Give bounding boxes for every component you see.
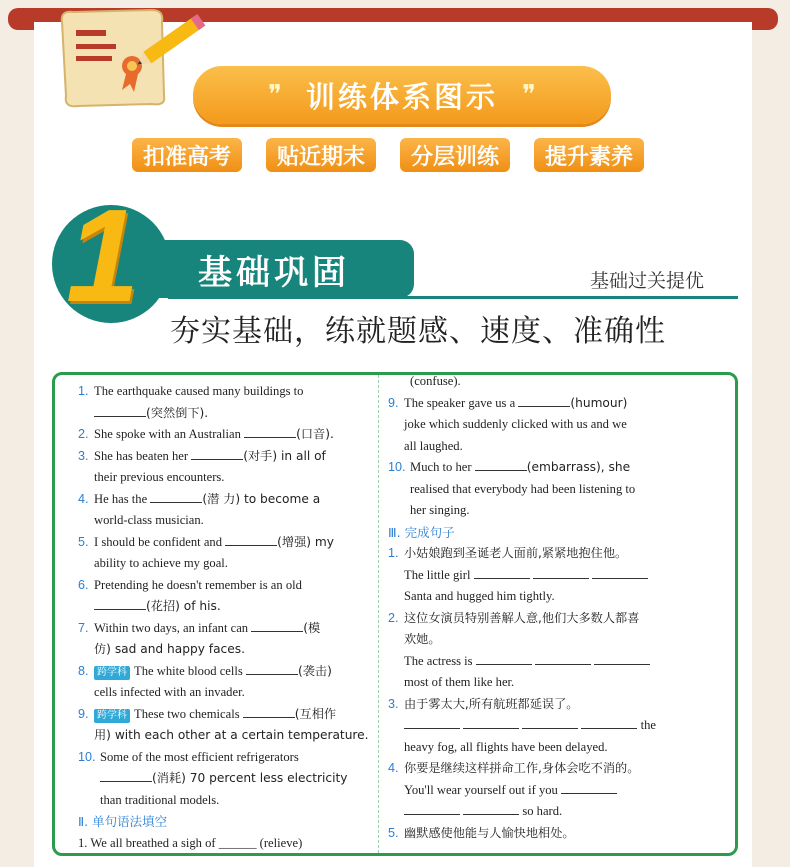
list-item — [78, 618, 373, 661]
answer-blank — [475, 458, 527, 471]
section-slogan: 夯实基础，练就题感、速度、准确性 — [170, 314, 666, 349]
column-divider — [378, 375, 379, 853]
list-item — [388, 543, 686, 608]
answer-blank — [150, 490, 202, 503]
answer-blank — [518, 394, 570, 407]
item-text: Pretending he doesn't remember is an old (花招) of his. — [94, 577, 302, 613]
item-text: 你要是继续这样拼命工作,身体会吃不消的。 You'll wear yourself out if you so hard. — [404, 761, 640, 818]
answer-blank — [94, 404, 146, 417]
answer-blank — [404, 716, 460, 729]
section-title: 基础巩固 — [198, 252, 350, 293]
cut-off-line: 1. We all breathed a sigh of ______ (relieve) — [78, 835, 303, 850]
answer-blank — [225, 533, 277, 546]
item-text: 幽默感使他能与人愉快地相处。 — [404, 825, 575, 840]
answer-blank — [594, 652, 650, 665]
item-number: 2. — [78, 427, 89, 441]
answer-blank — [100, 769, 152, 782]
item-number: 5. — [78, 534, 89, 549]
left-column — [78, 381, 373, 854]
item-number: 4. — [78, 491, 89, 506]
item-number: 2. — [388, 610, 399, 625]
exercise-card — [52, 372, 738, 856]
list-item — [388, 393, 686, 458]
answer-blank — [535, 652, 591, 665]
item-number: 9. — [78, 706, 89, 721]
answer-blank — [463, 802, 519, 815]
answer-blank — [581, 716, 637, 729]
answer-blank — [191, 447, 243, 460]
cross-discipline-badge: 跨学科 — [94, 666, 130, 680]
answer-blank — [251, 619, 303, 632]
list-item — [388, 694, 686, 759]
quote-dots-left: ❞ — [267, 80, 282, 110]
answer-blank — [476, 652, 532, 665]
right-column — [388, 372, 686, 844]
cross-discipline-badge: 跨学科 — [94, 709, 130, 723]
list-item — [78, 575, 373, 618]
list-item — [388, 457, 686, 522]
item-text: Much to her (embarrass), she realised that everybody had been listening to her singing. — [410, 460, 636, 517]
list-item — [388, 608, 686, 694]
item-text: Some of the most efficient refrigerators (消耗) 70 percent less electricity than traditional models. — [100, 749, 348, 807]
section-subtitle: 基础过关提优 — [590, 270, 705, 292]
answer-blank — [474, 566, 530, 579]
section-heading-3: Ⅲ. 完成句子 — [388, 524, 455, 540]
continued-line: (confuse). — [410, 374, 461, 388]
item-text: 跨学科 These two chemicals (互相作 用) with each other at a certain temperature. — [94, 706, 369, 742]
tag-1: 扣准高考 — [132, 138, 242, 172]
title-pill — [193, 66, 611, 124]
list-item — [78, 747, 373, 812]
section-banner — [152, 240, 414, 298]
section-heading-2: Ⅱ. 单句语法填空 — [78, 814, 168, 829]
list-item — [78, 704, 373, 747]
item-text: I should be confident and (增强) my ability to achieve my goal. — [94, 534, 335, 570]
tag-4: 提升素养 — [534, 138, 644, 172]
item-text: 这位女演员特别善解人意,他们大多数人都喜 欢她。 The actress is most of them like her. — [404, 608, 686, 694]
item-text: Within two days, an infant can (模 仿) sad and happy faces. — [94, 620, 321, 656]
section-number: 1 — [66, 182, 140, 329]
tag-3: 分层训练 — [400, 138, 510, 172]
item-text: 跨学科 The white blood cells (袭击) cells infected with an invader. — [94, 663, 332, 699]
item-number: 3. — [388, 696, 399, 711]
list-item — [78, 532, 373, 575]
item-text: The earthquake caused many buildings to (突然倒下). — [94, 384, 304, 420]
item-text: She has beaten her (对手) in all of their previous encounters. — [94, 448, 326, 484]
section-underline — [168, 296, 738, 299]
tag-2: 贴近期末 — [266, 138, 376, 172]
item-text: 由于雾太大,所有航班都延误了。 the heavy fog, all flights have been delayed. — [404, 696, 657, 754]
item-number: 4. — [388, 761, 399, 775]
item-number: 9. — [388, 395, 399, 410]
scroll-pencil-icon — [52, 4, 212, 108]
item-number: 8. — [78, 663, 89, 678]
answer-blank — [246, 662, 298, 675]
item-number: 10. — [78, 749, 96, 764]
answer-blank — [404, 802, 460, 815]
list-item — [78, 489, 373, 532]
list-item — [388, 823, 686, 845]
item-text: The speaker gave us a (humour) joke which suddenly clicked with us and we all laughed. — [404, 395, 628, 453]
answer-blank — [561, 781, 617, 794]
answer-blank — [94, 597, 146, 610]
item-text: He has the (潜 力) to become a world-class musician. — [94, 491, 321, 527]
quote-dots-right: ❞ — [522, 80, 536, 110]
item-number: 1. — [388, 546, 399, 560]
list-item — [78, 446, 373, 489]
list-item — [78, 424, 373, 446]
answer-blank — [244, 425, 296, 438]
answer-blank — [243, 705, 295, 718]
item-number: 1. — [78, 384, 89, 398]
list-item — [388, 758, 686, 823]
item-text: She spoke with an Australian (口音). — [94, 427, 334, 441]
item-number: 3. — [78, 448, 89, 463]
list-item — [78, 381, 373, 424]
item-number: 10. — [388, 460, 406, 474]
answer-blank — [463, 716, 519, 729]
answer-blank — [533, 566, 589, 579]
item-text: 小姑娘跑到圣诞老人面前,紧紧地抱住他。 The little girl Santa and hugged him tightly. — [404, 543, 686, 608]
page-title: 训练体系图示 — [305, 79, 498, 114]
answer-blank — [522, 716, 578, 729]
item-number: 7. — [78, 620, 89, 635]
answer-blank — [592, 566, 648, 579]
item-number: 6. — [78, 577, 89, 592]
item-number: 5. — [388, 825, 399, 840]
list-item — [78, 661, 373, 704]
